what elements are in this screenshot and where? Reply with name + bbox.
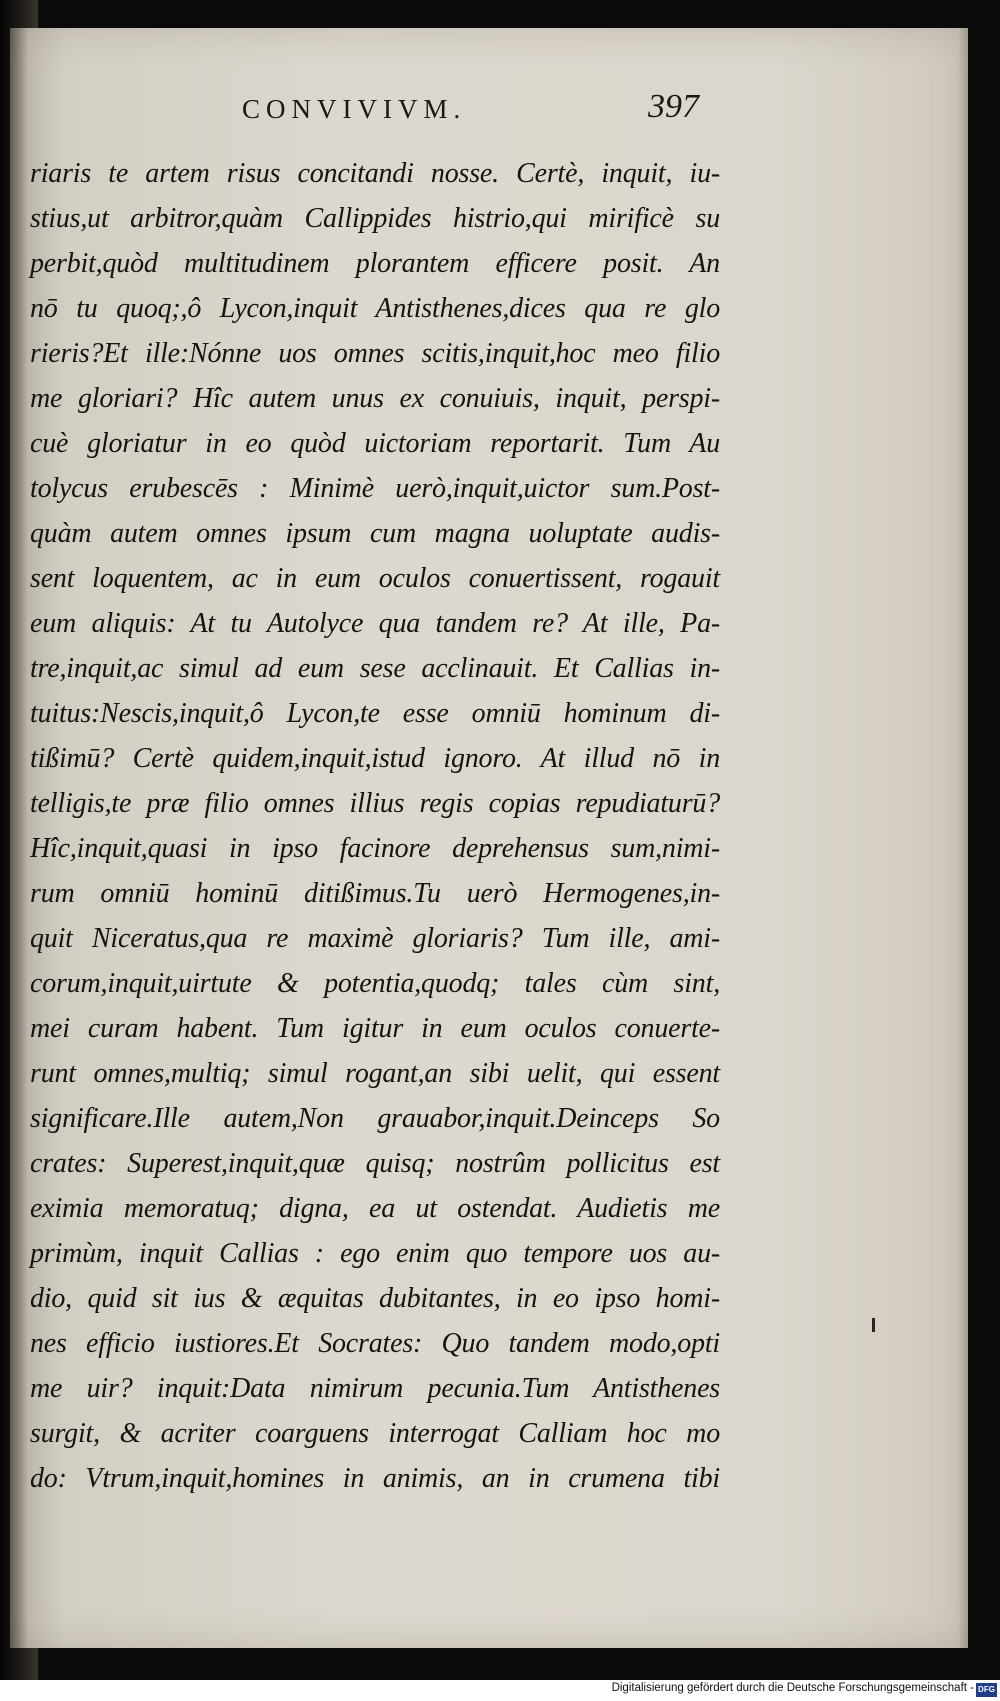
- text-line: Hîc,inquit,quasi in ipso facinore deprehensus sum,nimi-: [30, 833, 720, 864]
- text-line: rum omniū hominū ditißimus.Tu uerò Hermogenes,in-: [30, 878, 720, 909]
- text-line: tißimū? Certè quidem,inquit,istud ignoro. At illud nō in: [30, 743, 720, 774]
- text-line: eximia memoratuq; digna, ea ut ostendat. Audietis me: [30, 1193, 720, 1224]
- book-page: [10, 28, 968, 1648]
- text-line: mei curam habent. Tum igitur in eum oculos conuerte-: [30, 1013, 720, 1044]
- text-line: riaris te artem risus concitandi nosse. Certè, inquit, iu-: [30, 158, 720, 189]
- dfg-logo-icon: DFG: [976, 1683, 997, 1697]
- text-line: dio, quid sit ius & æquitas dubitantes, in eo ipso homi-: [30, 1283, 720, 1314]
- text-line: rieris?Et ille:Nónne uos omnes scitis,inquit,hoc meo filio: [30, 338, 720, 369]
- text-line: do: Vtrum,inquit,homines in animis, an in crumena tibi: [30, 1463, 720, 1494]
- page-number: 397: [648, 88, 699, 125]
- page-header: [10, 88, 968, 138]
- text-line: significare.Ille autem,Non grauabor,inquit.Deinceps So: [30, 1103, 720, 1134]
- text-line: me gloriari? Hîc autem unus ex conuiuis, inquit, perspi-: [30, 383, 720, 414]
- text-line: runt omnes,multiq; simul rogant,an sibi uelit, qui essent: [30, 1058, 720, 1089]
- running-head: CONVIVIVM.: [242, 94, 467, 124]
- text-line: tolycus erubescēs : Minimè uerò,inquit,uictor sum.Post-: [30, 473, 720, 504]
- funding-credit: Digitalisierung gefördert durch die Deutsche Forschungsgemeinschaft -: [611, 1682, 974, 1694]
- text-line: nes efficio iustiores.Et Socrates: Quo tandem modo,opti: [30, 1328, 720, 1359]
- text-line: tuitus:Nescis,inquit,ô Lycon,te esse omniū hominum di-: [30, 698, 720, 729]
- text-line: tre,inquit,ac simul ad eum sese acclinauit. Et Callias in-: [30, 653, 720, 684]
- text-line: stius,ut arbitror,quàm Callippides histrio,qui mirificè su: [30, 203, 720, 234]
- page-edge-shadow: [958, 28, 968, 1648]
- body-text: [30, 151, 720, 1501]
- page-gutter-shadow: [10, 28, 28, 1648]
- text-line: primùm, inquit Callias : ego enim quo tempore uos au-: [30, 1238, 720, 1269]
- text-line: surgit, & acriter coarguens interrogat Calliam hoc mo: [30, 1418, 720, 1449]
- text-line: cuè gloriatur in eo quòd uictoriam reportarit. Tum Au: [30, 428, 720, 459]
- margin-mark: [872, 1318, 875, 1332]
- text-line: crates: Superest,inquit,quæ quisq; nostrûm pollicitus est: [30, 1148, 720, 1179]
- text-line: corum,inquit,uirtute & potentia,quodq; tales cùm sint,: [30, 968, 720, 999]
- text-line: me uir? inquit:Data nimirum pecunia.Tum Antisthenes: [30, 1373, 720, 1404]
- text-line: sent loquentem, ac in eum oculos conuertissent, rogauit: [30, 563, 720, 594]
- text-line: quit Niceratus,qua re maximè gloriaris? Tum ille, ami-: [30, 923, 720, 954]
- text-line: nō tu quoq;,ô Lycon,inquit Antisthenes,dices qua re glo: [30, 293, 720, 324]
- digitization-footer: [0, 1680, 1000, 1701]
- text-line: perbit,quòd multitudinem plorantem efficere posit. An: [30, 248, 720, 279]
- text-line: eum aliquis: At tu Autolyce qua tandem re? At ille, Pa-: [30, 608, 720, 639]
- text-line: telligis,te præ filio omnes illius regis copias repudiaturū?: [30, 788, 720, 819]
- text-line: quàm autem omnes ipsum cum magna uoluptate audis-: [30, 518, 720, 549]
